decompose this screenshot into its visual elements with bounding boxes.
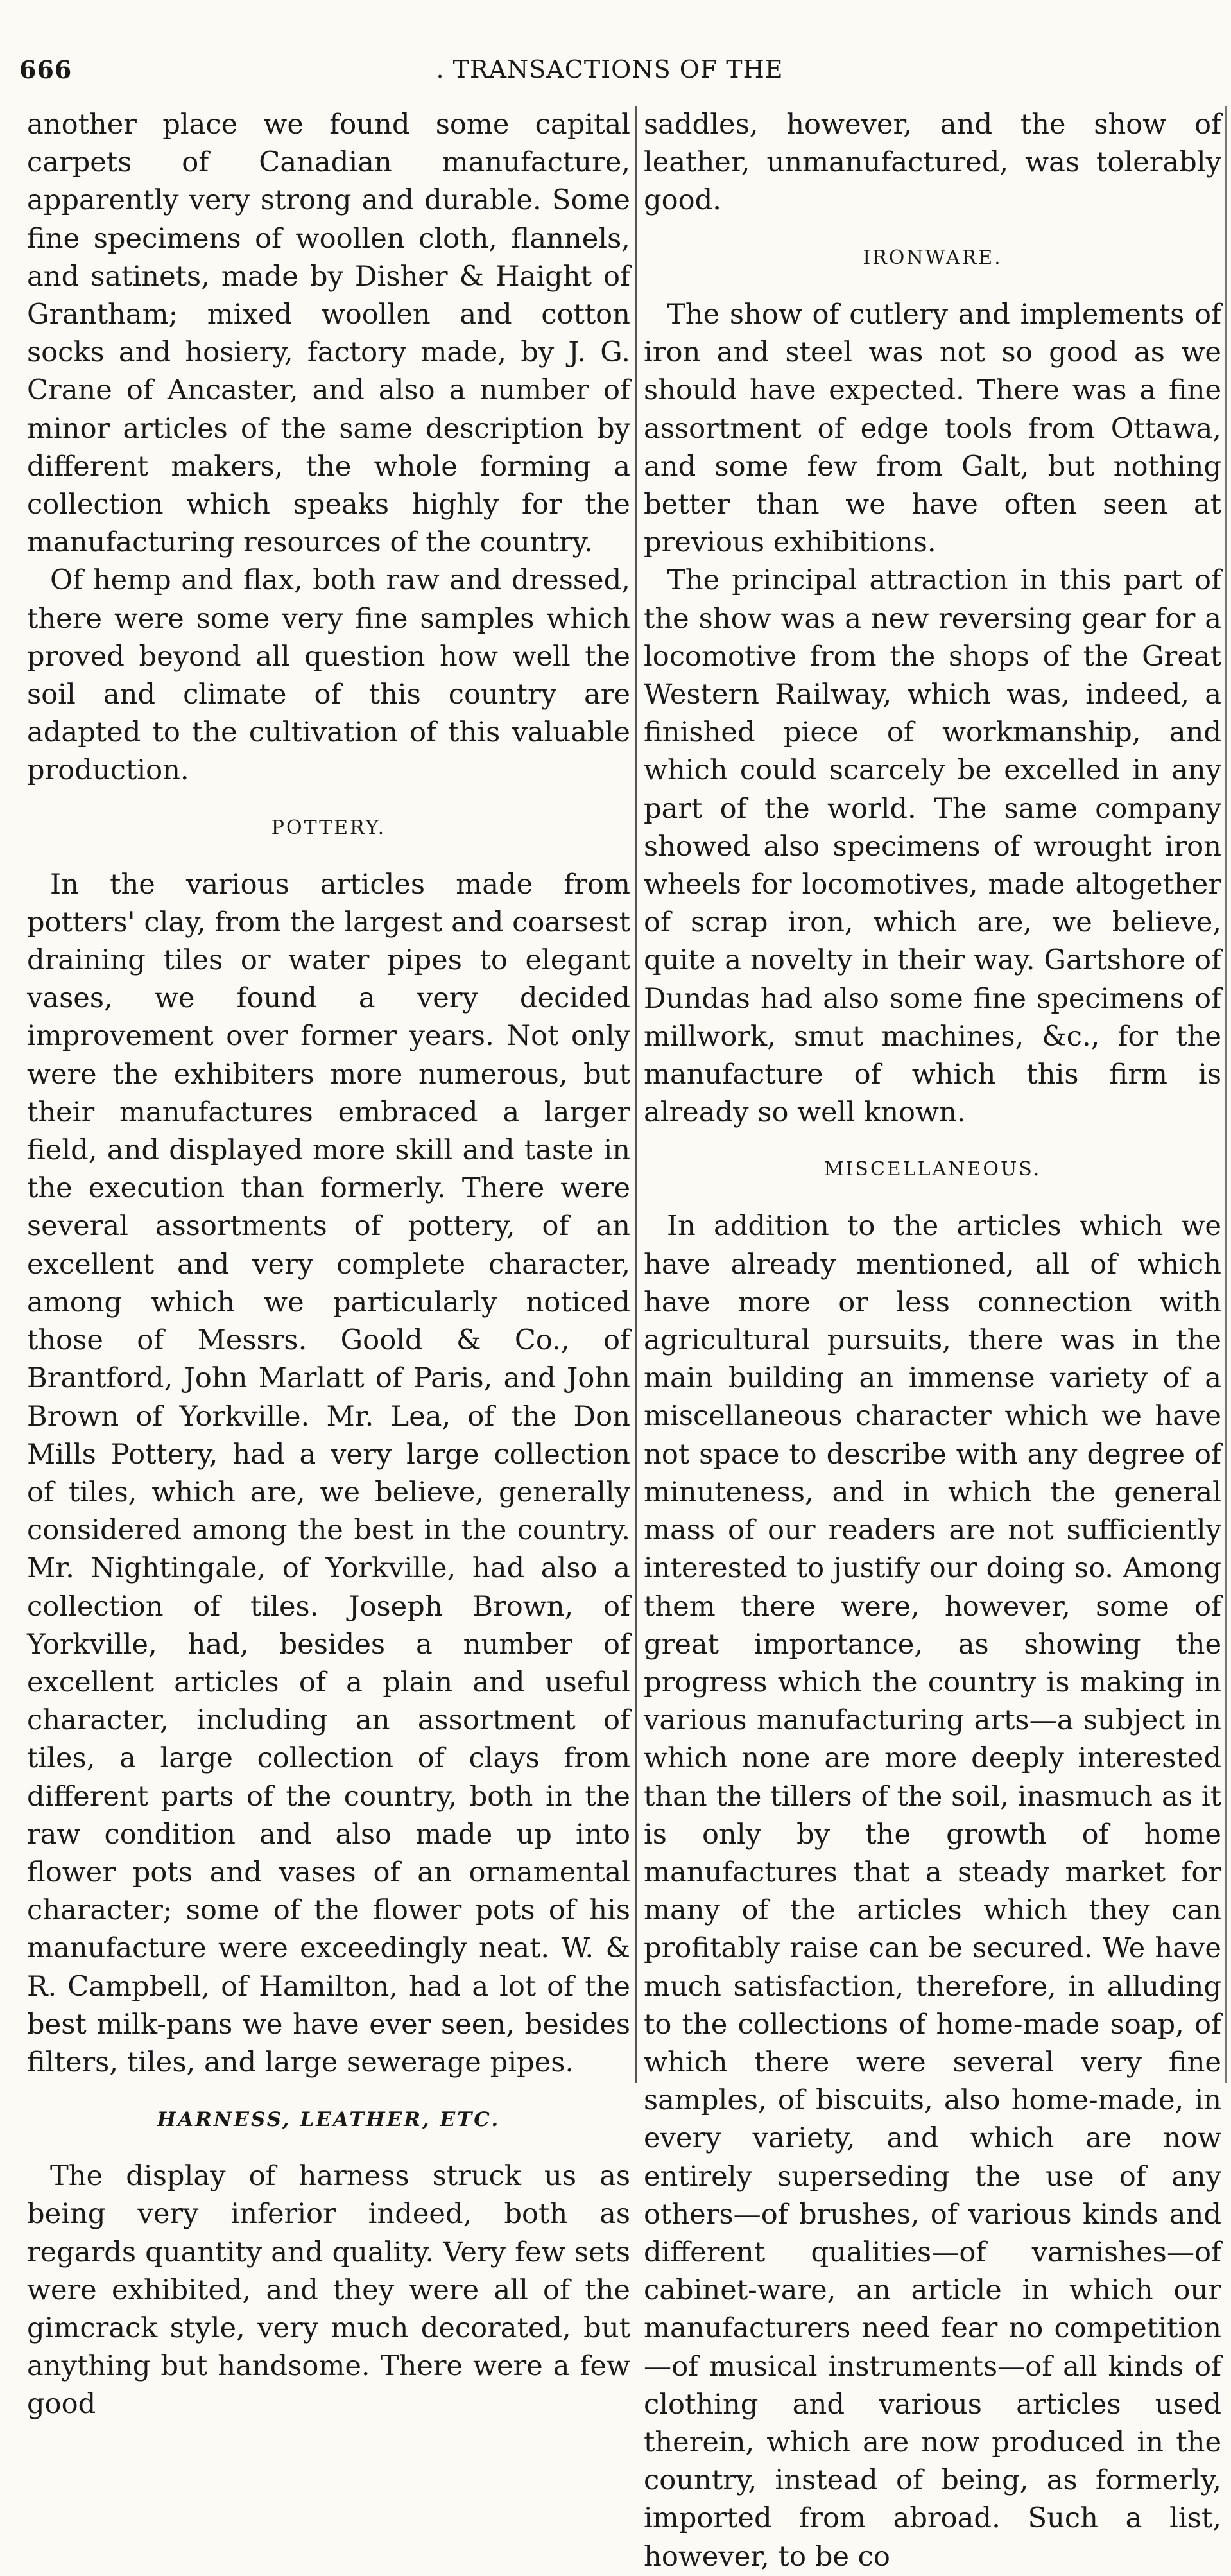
paragraph-carpets: another place we found some capital carpets of Canadian manufacture, apparently very strong and durable. Some fine specimens of woollen cloth, flannels, and satinets, made by Disher & Haight of Grantham; mixed woollen and cotton socks and hosiery, factory made, by J. G. Crane of Ancaster, and also a number of minor articles of the same description by different makers, the whole forming a collection which speaks highly for the manufacturing resources of the country. xyxy=(27,108,630,559)
paragraph-harness: The display of harness struck us as being very inferior indeed, both as regards quantity and quality. Very few sets were exhibited, and they were all of the gimcrack style, very much decorated, but anything but handsome. There were a few good xyxy=(27,2160,630,2421)
column-divider xyxy=(635,106,637,2083)
paragraph-pottery: In the various articles made from potters' clay, from the largest and coarsest draining tiles or water pipes to elegant vases, we found a very decided improvement over former years. Not only were the exhibiters more numerous, but their manufactures embraced a larger field, and displayed more skill and taste in the execution than formerly. There were several assortments of pottery, of an excellent and very complete character, among which we particularly noticed those of Messrs. Goold & Co., of Brantford, John Marlatt of Paris, and John Brown of Yorkville. Mr. Lea, of the Don Mills Pottery, had a very large collection of tiles, which are, we believe, generally considered among the best in the country. Mr. Nightingale, of Yorkville, had also a collection of tiles. Joseph Brown, of Yorkville, had, besides a number of excellent articles of a plain and useful character, including an assortment of tiles, a large collection of clays from different parts of the country, both in the raw condition and also made up into flower pots and vases of an ornamental character; some of the flower pots of his manufacture were exceedingly neat. W. & R. Campbell, of Hamilton, had a lot of the best milk-pans we have ever seen, besides filters, tiles, and large sewerage pipes. xyxy=(27,868,630,2079)
section-heading-miscellaneous: MISCELLANEOUS. xyxy=(823,1158,1042,1181)
right-column xyxy=(644,106,1221,2573)
paragraph-saddles: saddles, however, and the show of leather, unmanufactured, was tolerably good. xyxy=(644,108,1221,217)
right-margin-rule xyxy=(1225,106,1227,2083)
left-column xyxy=(27,106,630,2421)
page-header xyxy=(19,55,1200,94)
section-heading-pottery: POTTERY. xyxy=(271,816,386,839)
paragraph-cutlery: The show of cutlery and implements of iron and steel was not so good as we should have expected. There was a fine assortment of edge tools from Ottawa, and some few from Galt, but nothing better than we have often seen at previous exhibitions. xyxy=(644,298,1221,559)
section-heading-ironware: IRONWARE. xyxy=(863,246,1003,269)
paragraph-reversing-gear: The principal attraction in this part of the show was a new reversing gear for a locomotive from the shops of the Great Western Railway, which was, indeed, a finished piece of workmanship, and which could scarcely be excelled in any part of the world. The same company showed also specimens of wrought iron wheels for locomotives, made altogether of scrap iron, which are, we believe, quite a novelty in their way. Gartshore of Dundas had also some fine specimens of millwork, smut machines, &c., for the manufacture of which this firm is already so well known. xyxy=(644,564,1221,1129)
page-number: 666 xyxy=(19,55,73,84)
paragraph-hemp-flax: Of hemp and flax, both raw and dressed, there were some very fine samples which proved beyond all question how well the soil and climate of this country are adapted to the cultivation of this valuable production. xyxy=(27,564,630,787)
section-heading-harness: HARNESS, LEATHER, ETC. xyxy=(157,2108,501,2132)
paragraph-miscellaneous: In addition to the articles which we have already mentioned, all of which have more or less connection with agricultural pursuits, there was in the main building an immense variety of a miscellaneous character which we have not space to describe with any degree of minuteness, and in which the general mass of our readers are not sufficiently interested to justify our doing so. Among them there were, however, some of great importance, as showing the progress which the country is making in various manufacturing arts—a subject in which none are more deeply interested than the tillers of the soil, inasmuch as it is only by the growth of home manufactures that a steady market for many of the articles which they can profitably raise can be secured. We have much satisfaction, therefore, in alluding to the collections of home-made soap, of which there were several very fine samples, of biscuits, also home-made, in every variety, and which are now entirely superseding the use of any others—of brushes, of various kinds and different qualities—of varnishes—of cabinet-ware, an article in which our manufacturers need fear no competition—of musical instruments—of all kinds of clothing and various articles used therein, which are now produced in the country, instead of being, as formerly, imported from abroad. Such a list, however, to be co xyxy=(644,1210,1221,2573)
running-title: . TRANSACTIONS OF THE xyxy=(436,55,784,83)
